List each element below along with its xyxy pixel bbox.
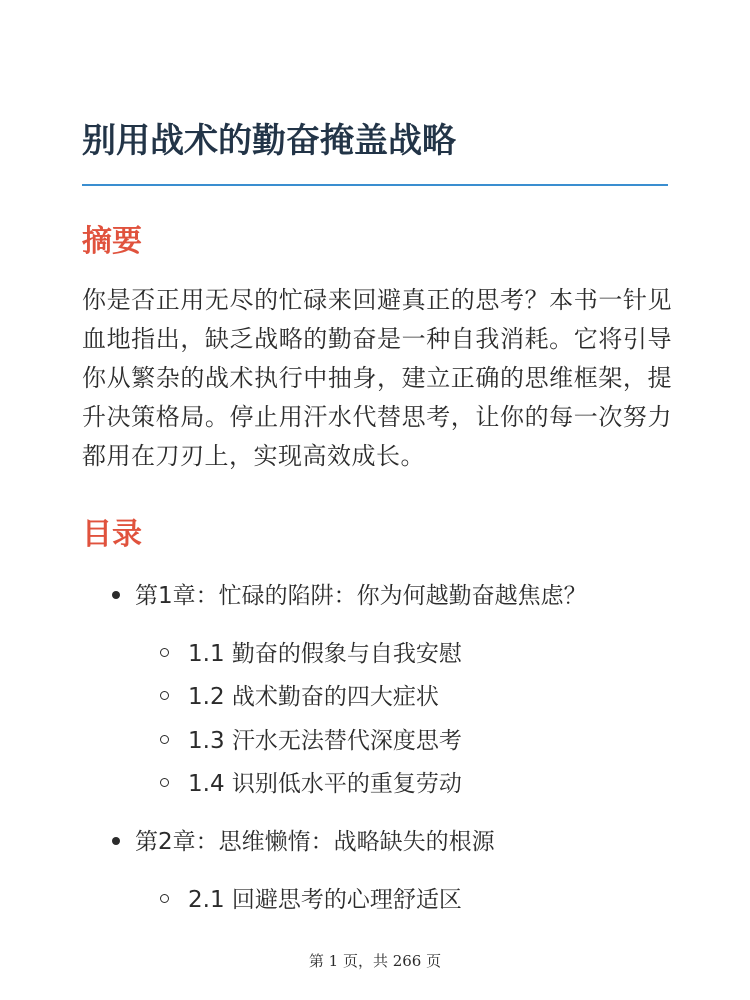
toc-chapter-label: 第1章：忙碌的陷阱：你为何越勤奋越焦虑？	[135, 583, 587, 609]
page-title: 别用战术的勤奋掩盖战略	[82, 121, 456, 161]
toc-chapter-2	[112, 826, 495, 858]
bullet-circle-icon	[160, 648, 169, 657]
toc-section-1-4	[160, 768, 462, 800]
toc-section-label: 1.1 勤奋的假象与自我安慰	[188, 641, 462, 667]
abstract-text: 你是否正用无尽的忙碌来回避真正的思考？本书一针见血地指出，缺乏战略的勤奋是一种自我消耗。它将引导你从繁杂的战术执行中抽身，建立正确的思维框架，提升决策格局。停止用汗水代替思考，让你的每一次努力都用在刀刃上，实现高效成长。	[82, 286, 672, 470]
toc-chapter-1	[112, 580, 587, 612]
abstract-heading: 摘要	[82, 224, 142, 259]
bullet-circle-icon	[160, 778, 169, 787]
bullet-circle-icon	[160, 735, 169, 744]
page-number-footer: 第 1 页，共 266 页	[308, 952, 442, 970]
toc-heading: 目录	[82, 517, 142, 552]
toc-section-2-1	[160, 884, 462, 916]
toc-section-1-1	[160, 638, 462, 670]
bullet-disc-icon	[112, 837, 120, 845]
toc-section-1-3	[160, 725, 462, 757]
toc-section-1-2	[160, 681, 439, 713]
toc-section-label: 1.4 识别低水平的重复劳动	[188, 771, 462, 797]
toc-chapter-label: 第2章：思维懒惰：战略缺失的根源	[135, 829, 495, 855]
toc-section-label: 1.2 战术勤奋的四大症状	[188, 684, 439, 710]
toc-section-label: 2.1 回避思考的心理舒适区	[188, 887, 462, 913]
bullet-circle-icon	[160, 894, 169, 903]
toc-section-label: 1.3 汗水无法替代深度思考	[188, 728, 462, 754]
bullet-circle-icon	[160, 691, 169, 700]
bullet-disc-icon	[112, 591, 120, 599]
